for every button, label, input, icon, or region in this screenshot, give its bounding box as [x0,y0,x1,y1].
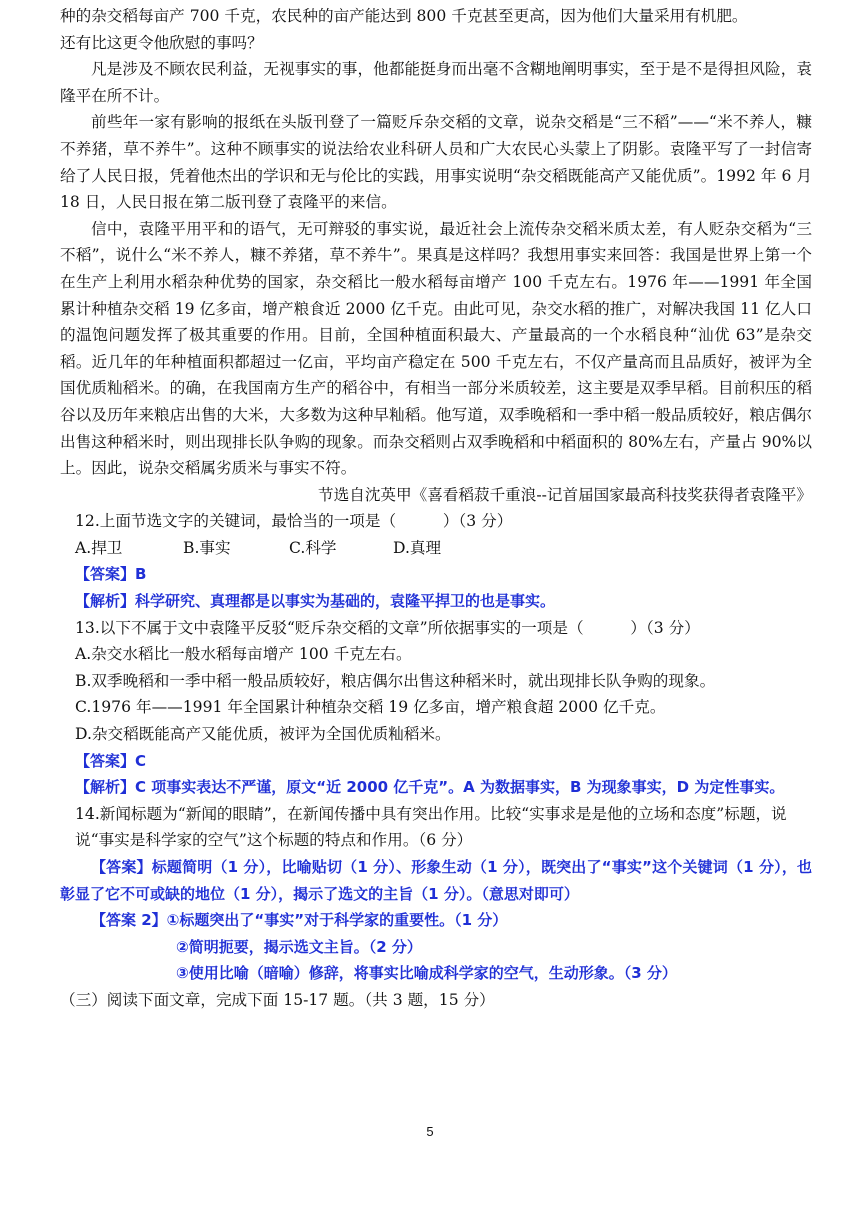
question-13-analysis [60,774,812,801]
question-14-answer2-line-2: ②简明扼要，揭示选文主旨。（2 分） [176,937,422,956]
question-12-options [60,535,812,562]
paragraph-3: 前些年一家有影响的报纸在头版刊登了一篇贬斥杂交稻的文章，说杂交稻是“三不稻”——“米不养人，糠不养猪，草不养牛”。这种不顾事实的说法给农业科研人员和广大农民心头蒙上了阴影。袁隆平写了一封信寄给了人民日报，凭着他杰出的学识和无与伦比的实践，用事实说明“杂交稻既能高产又能优质”。1992 年 6 月 18 日，人民日报在第二版刊登了袁隆平的来信。 [60,113,812,212]
question-14-answer2-line-1 [60,907,812,934]
answer-tag: 【答案】 [91,858,152,876]
analysis-text: 科学研究、真理都是以事实为基础的，袁隆平捍卫的也是事实。 [135,592,556,611]
question-12-analysis [60,588,812,615]
option-b: B.事实 [183,538,231,557]
question-13-option-b: B.双季晚稻和一季中稻一般品质较好，粮店偶尔出售这种稻米时，就出现排长队争购的现象。 [75,671,716,690]
option-d: D.真理 [393,538,442,557]
source-citation: 节选自沈英甲《喜看稻菽千重浪--记首届国家最高科技奖获得者袁隆平》 [318,485,812,504]
question-14-stem: 14.新闻标题为“新闻的眼睛”，在新闻传播中具有突出作用。比较“实事求是是他的立场和态度”标题，说说“事实是科学家的空气”这个标题的特点和作用。（6 分） [75,804,787,850]
question-12-answer [60,561,812,588]
question-13-option-d: D.杂交稻既能高产又能优质，被评为全国优质籼稻米。 [75,725,451,744]
question-13-option-c: C.1976 年——1991 年全国累计种植杂交稻 19 亿多亩，增产粮食超 2000 亿千克。 [75,698,666,717]
answer-value: B [135,565,147,584]
analysis-tag: 【解析】 [75,778,136,797]
question-13-answer [60,748,812,775]
answer-text: 标题简明（1 分），比喻贴切（1 分）、形象生动（1 分），既突出了“事实”这个关键词（1 分），也彰显了它不可或缺的地位（1 分），揭示了选文的主旨（1 分）。（意思对即可） [60,858,812,903]
analysis-tag: 【解析】 [75,592,136,611]
question-13-option-a: A.杂交水稻比一般水稻每亩增产 100 千克左右。 [75,645,412,664]
question-12-stem: 12.上面节选文字的关键词，最恰当的一项是（ ）（3 分） [75,512,513,531]
option-a: A.捍卫 [75,538,123,557]
question-14-answer [60,854,812,907]
page-content [60,3,812,1014]
paragraph-1-line-2: 还有比这更令他欣慰的事吗？ [60,33,263,52]
answer2-item-1: ①标题突出了“事实”对于科学家的重要性。（1 分） [166,911,508,930]
answer-tag: 【答案】 [75,751,136,770]
paragraph-2: 凡是涉及不顾农民利益，无视事实的事，他都能挺身而出毫不含糊地阐明事实，至于是不是得担风险，袁隆平在所不计。 [60,60,812,105]
question-14-answer2-line-3: ③使用比喻（暗喻）修辞，将事实比喻成科学家的空气，生动形象。（3 分） [176,964,677,983]
answer-tag: 【答案】 [75,565,136,584]
analysis-text: C 项事实表达不严谨，原文“近 2000 亿千克”。A 为数据事实，B 为现象事实，D 为定性事实。 [135,778,785,797]
question-13-stem: 13.以下不属于文中袁隆平反驳“贬斥杂交稻的文章”所依据事实的一项是（ ）（3 分） [75,618,700,637]
section-3-heading: （三）阅读下面文章，完成下面 15-17 题。（共 3 题，15 分） [60,990,495,1009]
answer2-tag: 【答案 2】 [91,911,167,930]
paragraph-4: 信中，袁隆平用平和的语气，无可辩驳的事实说，最近社会上流传杂交稻米质太差，有人贬杂交稻为“三不稻”，说什么“米不养人，糠不养猪，草不养牛”。果真是这样吗？我想用事实来回答：我国是世界上第一个在生产上利用水稻杂种优势的国家，杂交稻比一般水稻每亩增产 100 千克左右。1976 年——1991 年全国累计种植杂交稻 19 亿多亩，增产粮食近 2000 亿千克。由此可见，杂交水稻的推广，对解决我国 11 亿人口的温饱问题发挥了极其重要的作用。目前，全国种植面积最大、产量最高的一个水稻良种“汕优 63”是杂交稻。近几年的年种植面积都超过一亿亩，平均亩产稳定在 500 千克左右，不仅产量高而且品质好，被评为全国优质籼稻米。的确，在我国南方生产的稻谷中，有相当一部分米质较差，这主要是双季早稻。目前积压的稻谷以及历年来粮店出售的大米，大多数为这种早籼稻。他写道，双季晚稻和一季中稻一般品质较好，粮店偶尔出售这种稻米时，则出现排长队争购的现象。而杂交稻则占双季晚稻和中稻面积的 80%左右，产量占 90%以上。因此，说杂交稻属劣质米与事实不符。 [60,219,812,478]
option-c: C.科学 [289,538,337,557]
paragraph-1-line-1: 种的杂交稻每亩产 700 千克，农民种的亩产能达到 800 千克甚至更高，因为他们大量采用有机肥。 [60,7,748,25]
page-number: 5 [426,1124,434,1139]
answer-value: C [135,751,147,770]
